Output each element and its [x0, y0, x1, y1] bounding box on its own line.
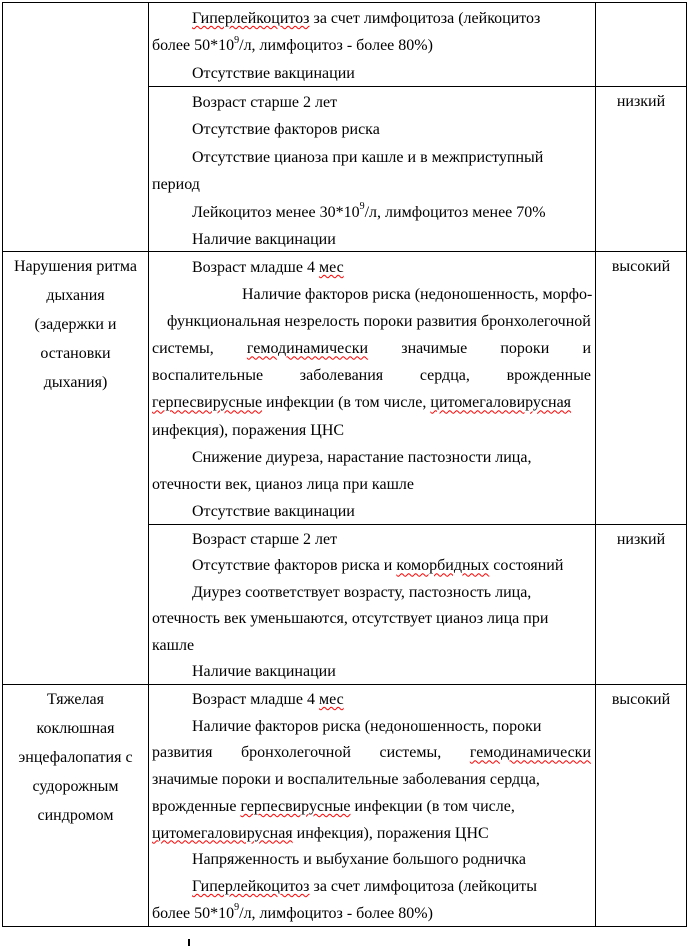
criteria-cell-content: [149, 685, 595, 926]
risk-level-label: высокий: [611, 691, 671, 708]
criteria-text-line: [152, 199, 591, 226]
table-row: [3, 685, 687, 927]
criteria-cell[interactable]: [149, 252, 596, 525]
text-segment: Наличие факторов риска (недоношенность, пороки: [192, 717, 542, 735]
criteria-text-line: [152, 389, 591, 416]
risk-level-label: [596, 3, 686, 7]
criteria-text-line: [152, 444, 591, 471]
text-segment: /л, лимфоцитоз менее 70%: [364, 203, 546, 221]
text-segment: функциональная незрелость пороки развития бронхолегочной: [167, 313, 591, 331]
misspelled-word: гемодинамически: [246, 340, 369, 358]
criteria-cell[interactable]: [149, 87, 596, 252]
text-segment: Наличие факторов риска (недоношенность, морфо-: [242, 286, 593, 304]
text-segment: за счет лимфоцитоза (лейкоциты: [309, 877, 538, 895]
document-page: [0, 2, 688, 948]
criteria-text-line: [152, 714, 591, 741]
superscript-exponent: 9: [234, 35, 240, 47]
criteria-text-line: [152, 417, 591, 444]
risk-level-cell[interactable]: [596, 3, 687, 87]
group-label-line: судорожным: [32, 778, 119, 795]
criterion-group-cell[interactable]: [3, 252, 149, 685]
group-label-line: энцефалопатия с: [18, 749, 133, 766]
criteria-text-line: [152, 308, 591, 335]
risk-level-label: низкий: [616, 531, 666, 548]
criteria-text-line: [152, 335, 591, 362]
text-segment: Возраст старше 2 лет: [192, 531, 338, 548]
group-label-line: синдромом: [37, 807, 114, 824]
text-segment: Возраст младше 4: [192, 691, 319, 708]
criteria-text-line: [152, 60, 591, 86]
group-label-line: Нарушения ритма: [13, 258, 138, 275]
text-segment: врожденные: [152, 797, 241, 815]
misspelled-word: цитомегаловирусная: [152, 824, 293, 842]
criteria-text-line: [152, 740, 591, 767]
criteria-text-line: [152, 553, 591, 579]
text-segment: Возраст старше 2 лет: [192, 94, 338, 111]
text-segment: значимые пороки и воспалительные заболевания сердца,: [152, 771, 540, 789]
risk-level-cell[interactable]: [596, 252, 687, 525]
criteria-text-line: [152, 144, 591, 171]
criteria-text-line: [152, 687, 591, 714]
criteria-cell[interactable]: [149, 685, 596, 927]
superscript-exponent: 9: [359, 201, 365, 213]
criteria-text-line: [152, 527, 591, 553]
risk-level-cell[interactable]: [596, 685, 687, 927]
text-segment: отечности век, цианоз лица при кашле: [152, 475, 414, 493]
criteria-cell-content: [149, 525, 595, 684]
text-segment: Наличие вакцинации: [192, 231, 336, 249]
text-segment: период: [152, 176, 200, 194]
table-body: [3, 3, 687, 927]
misspelled-word: герпесвирусные: [240, 797, 351, 815]
misspelled-word: мес: [318, 259, 344, 276]
criteria-text-line: [152, 580, 591, 606]
text-segment: Снижение диуреза, нарастание пастозности лица,: [192, 448, 532, 466]
table-row: [3, 252, 687, 525]
criteria-text-line: [152, 794, 591, 821]
criteria-text-line: [152, 633, 591, 659]
criteria-text-line: [152, 171, 591, 198]
criteria-text-line: [152, 767, 591, 794]
criteria-text-line: [152, 874, 591, 901]
misspelled-word: герпесвирусные: [152, 394, 263, 412]
text-segment: кашле: [152, 636, 195, 654]
text-segment: инфекции (в том числе,: [262, 394, 431, 412]
risk-level-cell[interactable]: [596, 87, 687, 252]
text-segment: Диурез соответствует возрасту, пастозность лица,: [192, 583, 532, 601]
criteria-cell[interactable]: [149, 3, 596, 87]
misspelled-word: гемодинамически: [469, 744, 591, 762]
group-label-line: дыхания): [43, 374, 108, 391]
table-row: [3, 3, 687, 87]
criteria-cell[interactable]: [149, 525, 596, 685]
text-segment: Напряженность и выбухание большого родничка: [192, 851, 526, 869]
criteria-text-line: [152, 254, 591, 281]
criteria-cell-content: [149, 3, 595, 86]
group-label-line: коклюшная: [36, 720, 115, 737]
risk-level-label: высокий: [611, 258, 671, 275]
text-segment: Отсутствие факторов риска и: [192, 557, 397, 575]
criteria-text-line: [152, 32, 591, 59]
group-label-line: дыхания: [46, 287, 105, 304]
group-label-line: остановки: [40, 345, 111, 362]
text-segment: Возраст младше 4: [192, 259, 319, 276]
superscript-exponent: 9: [234, 902, 240, 914]
criteria-text-line: [152, 226, 591, 251]
criterion-group-cell[interactable]: [3, 685, 149, 927]
criteria-text-line: [152, 901, 591, 926]
text-segment: Отсутствие вакцинации: [192, 502, 355, 520]
criteria-text-line: [152, 89, 591, 116]
text-segment: Наличие вакцинации: [192, 663, 336, 681]
text-segment: /л, лимфоцитоз - более 80%): [239, 904, 433, 922]
text-segment: инфекция), поражения ЦНС: [292, 824, 489, 842]
criteria-text-line: [152, 606, 591, 632]
criteria-text-line: [152, 847, 591, 874]
text-segment: Лейкоцитоз менее 30*10: [192, 203, 360, 221]
misspelled-word: Гиперлейкоцитоз: [192, 10, 310, 27]
text-segment: инфекция), поражения ЦНС: [152, 421, 345, 439]
risk-level-cell[interactable]: [596, 525, 687, 685]
criteria-text-line: [152, 362, 591, 389]
criteria-text-line: [152, 498, 591, 524]
misspelled-word: цитомегаловирусная: [430, 394, 572, 412]
misspelled-word: мес: [318, 691, 344, 708]
group-label-line: Тяжелая: [47, 691, 104, 708]
text-segment: значимые пороки и: [368, 340, 592, 358]
criteria-text-line: [152, 5, 591, 32]
pertussis-risk-table: [2, 2, 687, 927]
criteria-text-line: [152, 471, 591, 498]
criteria-text-line: [152, 659, 591, 684]
criteria-cell-content: [149, 87, 595, 251]
text-segment: более 50*10: [152, 904, 235, 922]
criterion-group-cell[interactable]: [3, 3, 149, 252]
criteria-text-line: [152, 116, 591, 143]
text-segment: развития бронхолегочной системы,: [152, 744, 470, 762]
text-segment: состояний: [489, 557, 564, 575]
text-segment: отечность век уменьшаются, отсутствует цианоз лица при: [152, 610, 549, 628]
misspelled-word: Гиперлейкоцитоз: [192, 877, 310, 895]
group-label-line: (задержки и: [34, 316, 117, 333]
text-segment: инфекции (в том числе,: [350, 797, 515, 815]
page-bottom-tick: [188, 939, 190, 946]
text-segment: Отсутствие цианоза при кашле и в межприступный: [192, 148, 544, 166]
criteria-text-line: [152, 281, 591, 308]
criteria-text-line: [152, 821, 591, 848]
text-segment: за счет лимфоцитоза (лейкоцитоз: [309, 10, 541, 27]
risk-level-label: низкий: [616, 93, 666, 110]
text-segment: Отсутствие факторов риска: [192, 121, 380, 139]
text-segment: воспалительные заболевания сердца, врожденные: [152, 367, 591, 385]
text-segment: Отсутствие вакцинации: [192, 64, 355, 82]
text-segment: /л, лимфоцитоз - более 80%): [239, 37, 433, 55]
misspelled-word: коморбидных: [396, 557, 490, 575]
text-segment: системы,: [152, 340, 247, 358]
text-segment: более 50*10: [152, 37, 235, 55]
criteria-cell-content: [149, 252, 595, 524]
